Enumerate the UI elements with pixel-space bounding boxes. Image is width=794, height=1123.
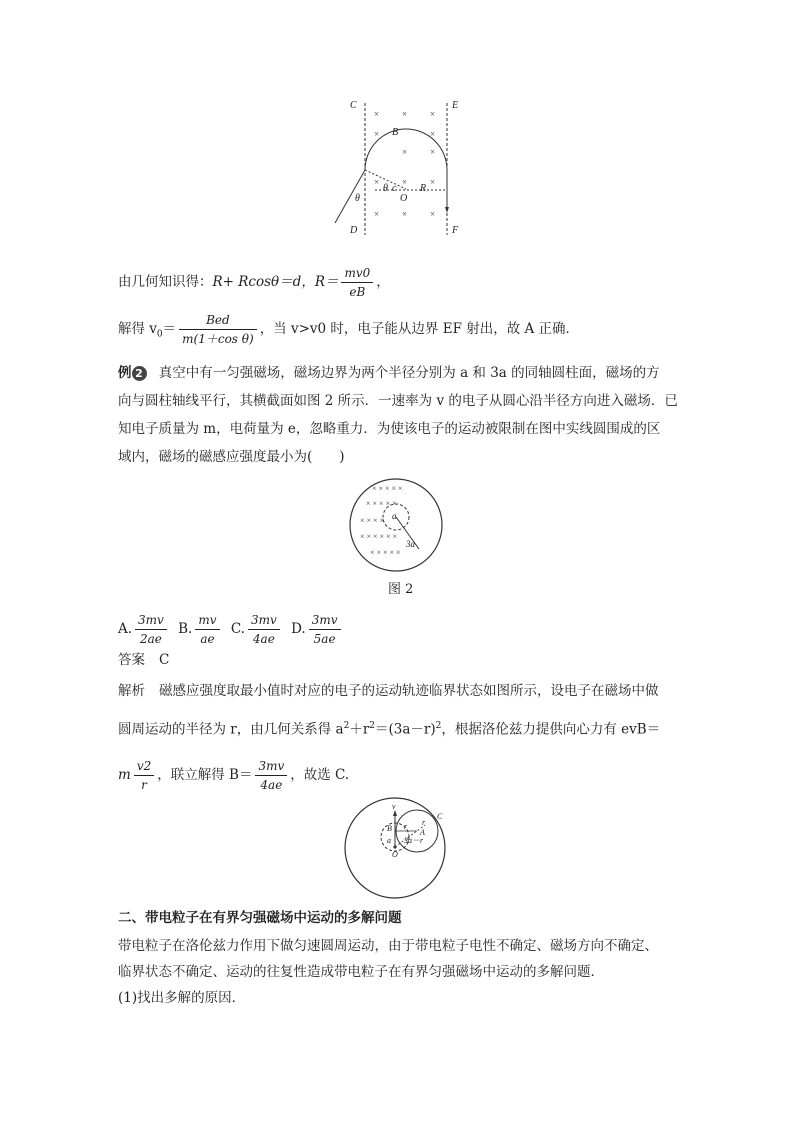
example-2-line-4: 域内，磁场的磁感应强度最小为( ) [118, 449, 345, 465]
svg-text:×: × [402, 147, 408, 157]
svg-text:×: × [374, 109, 380, 119]
svg-text:×: × [430, 147, 436, 157]
label-a-point: A [420, 828, 425, 837]
answer-line [118, 652, 169, 668]
svg-text:×: × [402, 109, 408, 119]
label-r2: r [422, 818, 426, 827]
svg-text:× × × × ×: × × × × × [372, 484, 403, 493]
svg-text:×: × [374, 209, 380, 219]
option-d: D. $\frac{3mv}{5ae}$ [291, 621, 343, 637]
analysis-line-3: m $\frac{v2}{r}$ ，联立解得 B＝ $\frac{3mv}{4ae}$ ，故选 C. [118, 759, 350, 792]
svg-text:×: × [402, 209, 408, 219]
analysis-line-2: 圆周运动的半径为 r，由几何关系得 $a^2+r^2=(3a-r)^2$，根据洛伦兹力提供向心力有 evB＝ [118, 721, 661, 738]
arrow-head-icon [445, 207, 449, 213]
label-theta-c: θ [383, 183, 388, 194]
figure-1-diagram [330, 95, 470, 240]
label-b: B [392, 127, 399, 138]
label-e: E [452, 100, 459, 111]
label-3a-minus-r: 3a－r [404, 836, 424, 845]
incident-line [335, 170, 365, 223]
solution-v0: 解得 $v_0=$ $\frac{\text{Bed}}{\text{m(1＋cos θ)}}$ ，当 v>v0 时，电子能从边界 EF 射出，故 A 正确． [118, 313, 580, 346]
svg-text:×: × [430, 129, 436, 139]
svg-text:×: × [374, 129, 380, 139]
figure-3-diagram [342, 795, 452, 900]
answer-value: C [159, 652, 170, 668]
example-2-line-3: 知电子质量为 m，电荷量为 e，忽略重力．为使该电子的运动被限制在图中实线圆围成的区 [118, 421, 661, 437]
label-b: B [387, 824, 392, 833]
example-2-line-1: 例 2 真空中有一匀强磁场，磁场边界为两个半径分别为 a 和 3a 的同轴圆柱面，磁场的方 [118, 365, 660, 381]
analysis-line-1: 解析 磁感应强度取最小值时对应的电子的运动轨迹临界状态如图所示，设电子在磁场中做 [118, 683, 659, 699]
section-2-line-2: 临界状态不确定、运动的往复性造成带电粒子在有界匀强磁场中运动的多解问题． [118, 964, 604, 980]
figure-2-caption: 图 2 [388, 582, 414, 597]
option-a: A. $\frac{3mv}{2ae}$ [118, 621, 170, 637]
svg-text:× × × × ×: × × × × × [366, 499, 397, 508]
label-c: C [350, 100, 357, 111]
svg-text:×: × [430, 109, 436, 119]
svg-text:× × × × ×: × × × × × [370, 548, 401, 557]
section-2-line-3: (1)找出多解的原因． [118, 990, 246, 1006]
label-c-small: c [392, 183, 397, 194]
svg-text:× × × × × ×: × × × × × × [360, 532, 398, 541]
answer-label: 答案 [118, 652, 145, 668]
svg-text:×: × [430, 177, 436, 187]
geometry-equation: 由几何知识得：R+ Rcosθ＝d，R＝ $\frac{mv0}{eB}$ ， [118, 266, 390, 299]
svg-text:×: × [374, 177, 380, 187]
example-number-badge: 2 [132, 366, 147, 381]
example-2-line-2: 向与圆柱轴线平行，其横截面如图 2 所示．一速率为 v 的电子从圆心沿半径方向进入磁场．已 [118, 393, 678, 409]
label-v: v [392, 802, 396, 811]
svg-text:×: × [430, 209, 436, 219]
answer-options [118, 612, 344, 647]
label-theta: θ [355, 193, 360, 204]
label-f: F [452, 225, 459, 236]
svg-text:× × × ×: × × × × [360, 516, 385, 525]
svg-text:×: × [402, 177, 408, 187]
label-o: O [400, 193, 408, 204]
section-2-line-1: 带电粒子在洛伦兹力作用下做匀速圆周运动，由于带电粒子电性不确定、磁场方向不确定、 [118, 938, 658, 954]
label-a: a [392, 511, 397, 521]
center-o [393, 845, 396, 848]
label-r1: r [404, 822, 408, 831]
analysis-label: 解析 [118, 683, 145, 699]
fraction-mv0-eb: $\frac{mv0}{eB}$ [341, 265, 373, 300]
example-label: 例 [118, 365, 132, 381]
section-2-title: 二、带电粒子在有界匀强磁场中运动的多解问题 [118, 910, 402, 926]
label-d: D [350, 225, 358, 236]
label-r: R [420, 183, 427, 194]
label-a: a [387, 836, 391, 845]
option-c: C. $\frac{3mv}{4ae}$ [231, 621, 283, 637]
option-b: B. $\frac{mv}{ae}$ [178, 621, 222, 637]
fraction-bed: $\frac{\text{Bed}}{\text{m(1＋cos θ)}}$ [179, 312, 257, 347]
figure-2-diagram [348, 477, 444, 573]
label-3a: 3a [406, 539, 415, 549]
label-o: O [392, 850, 398, 859]
label-c: C [437, 812, 443, 821]
